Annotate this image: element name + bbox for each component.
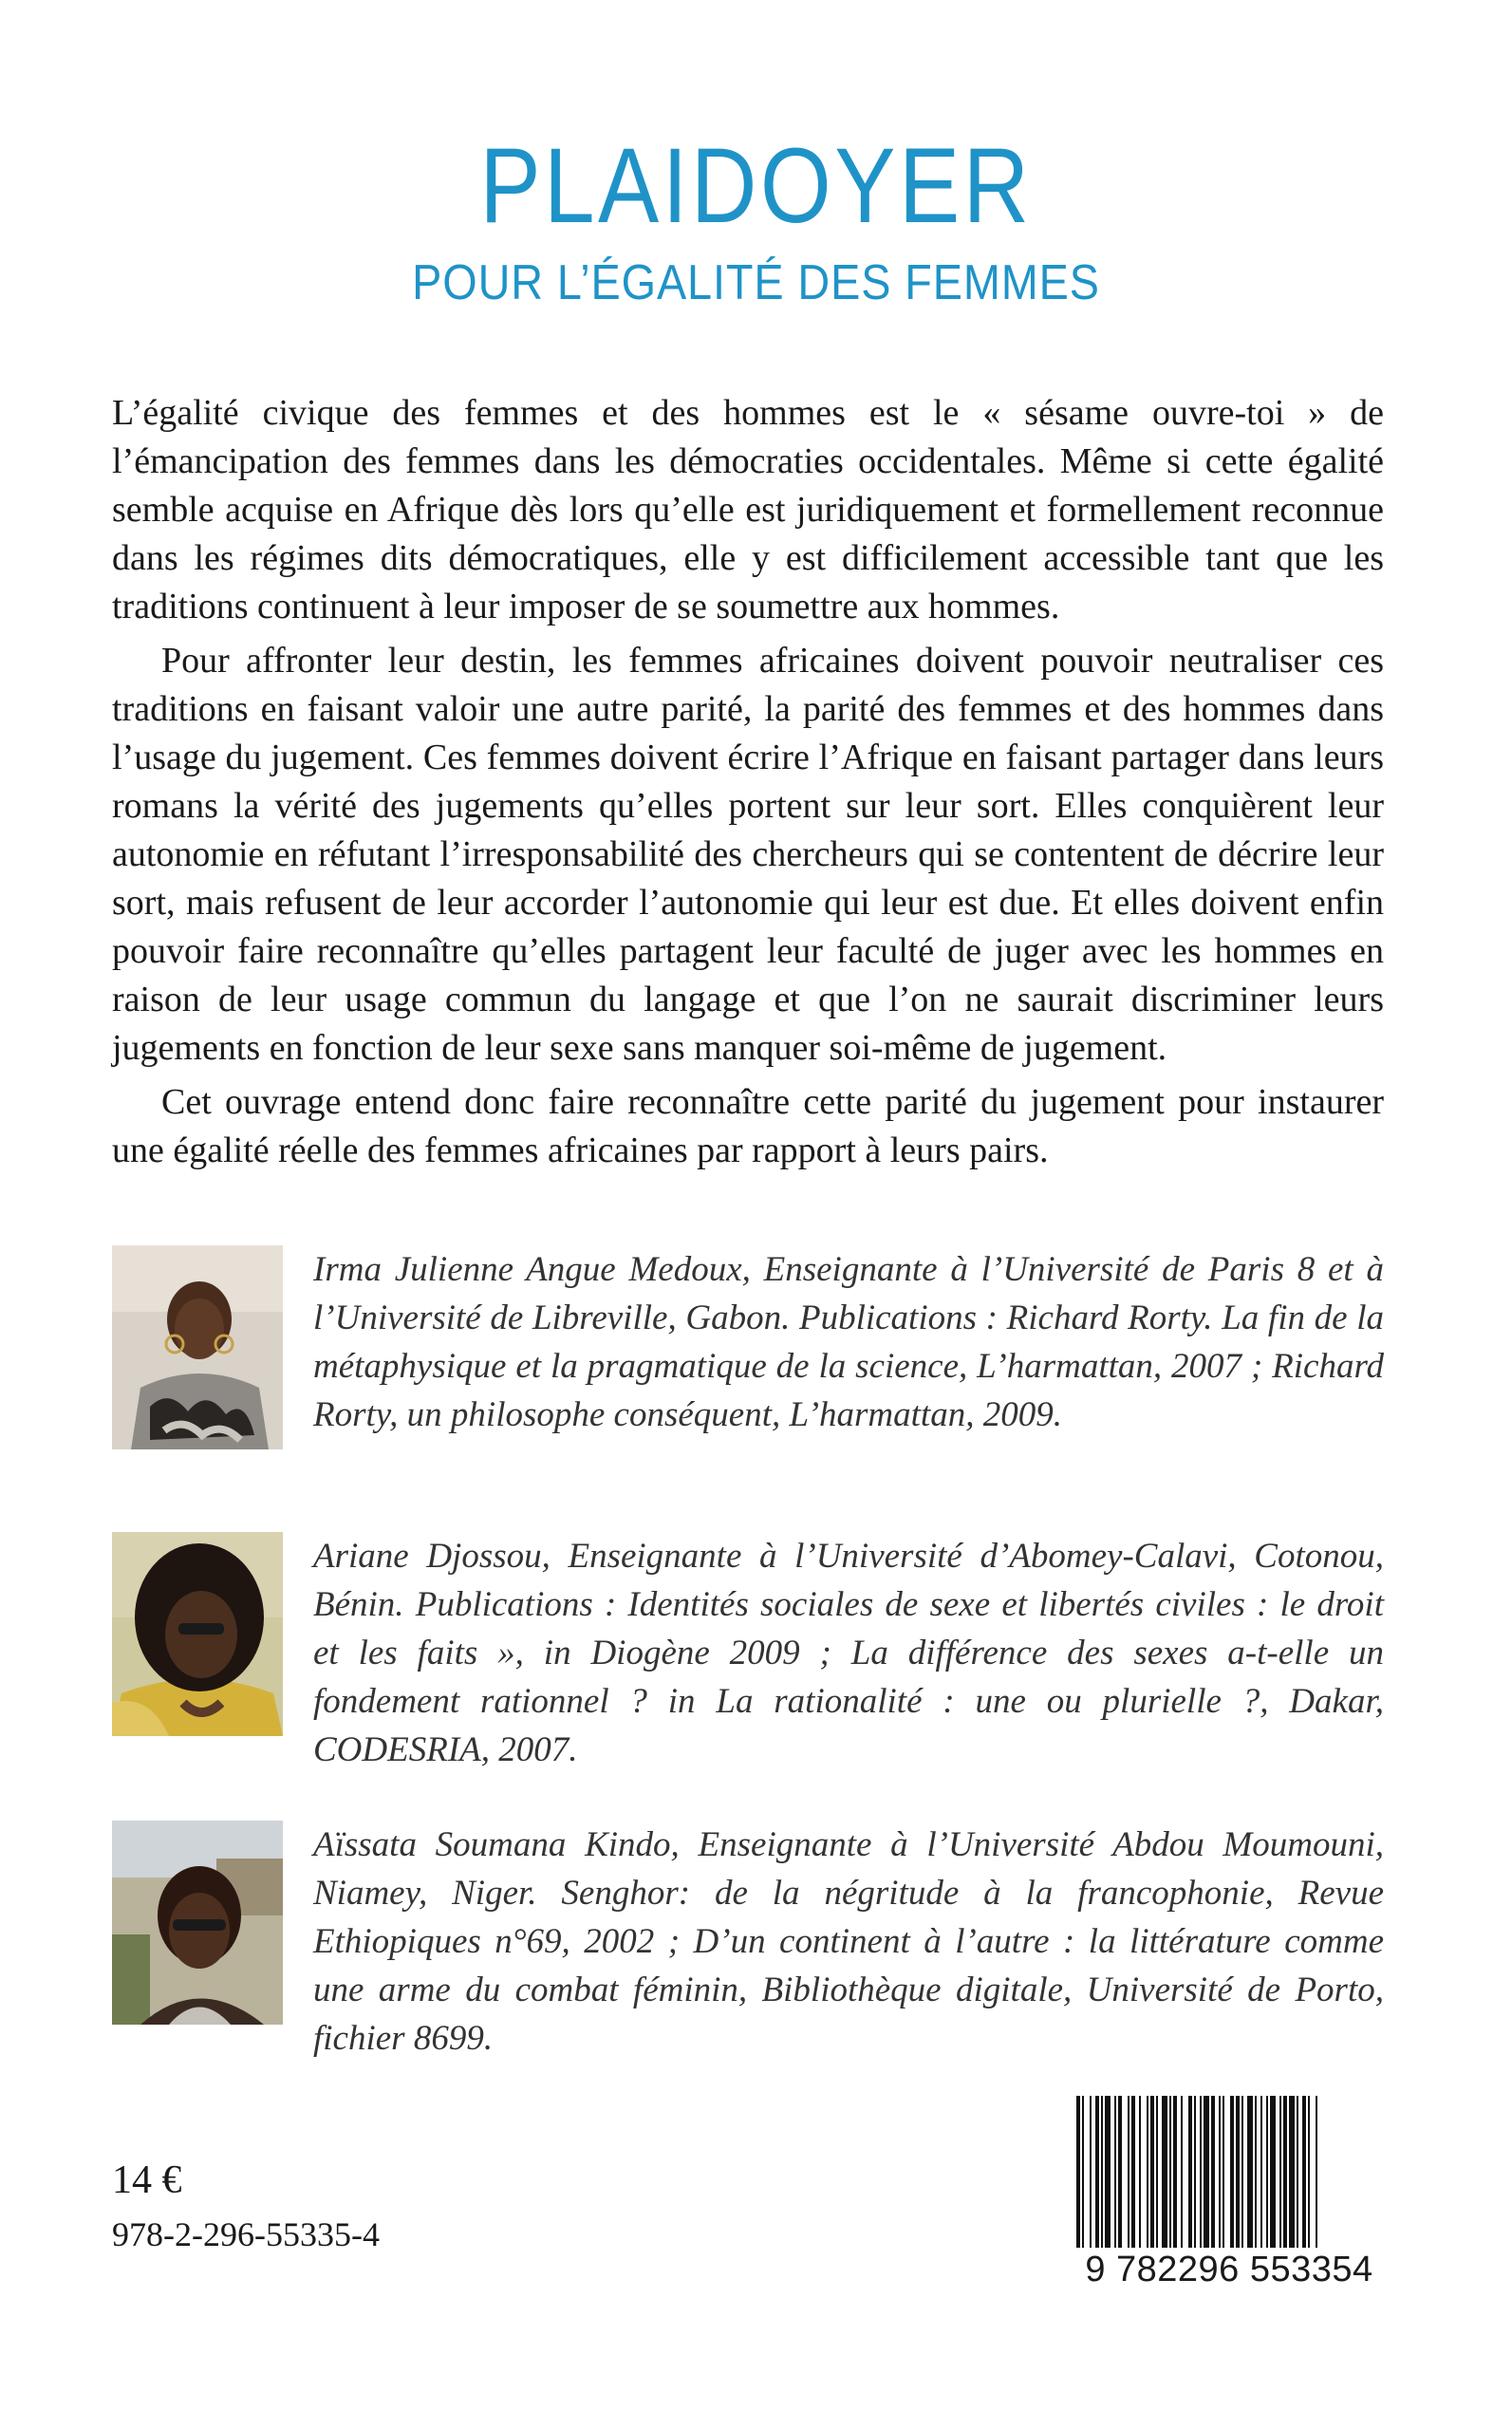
barcode-bar — [1194, 2096, 1196, 2248]
barcode-bar — [1241, 2096, 1243, 2248]
barcode-bar — [1302, 2096, 1306, 2248]
book-title: PLAIDOYER — [479, 126, 1033, 245]
barcode-bar — [1308, 2096, 1310, 2248]
price: 14 € — [112, 2158, 182, 2202]
barcode-bar — [1181, 2096, 1183, 2248]
author-bio-1: Irma Julienne Angue Medoux, Enseignante à l’Université de Paris 8 et à l’Université de Libreville, Gabon. Publications : Richard Rorty. La fin de la métaphysique et la pragmatique de la science, L’harmattan, 2007 ; Richard Rorty, un philosophe conséquent, L’harmattan, 2009. — [313, 1250, 1384, 1434]
barcode-bar — [1162, 2096, 1167, 2248]
barcode-bar — [1131, 2096, 1135, 2248]
barcode-bar — [1082, 2096, 1084, 2248]
barcode-bar — [1260, 2096, 1262, 2248]
blurb — [112, 389, 1384, 1175]
barcode-bar — [1316, 2096, 1317, 2248]
barcode-bar — [1279, 2096, 1281, 2248]
barcode-bar — [1150, 2096, 1154, 2248]
book-subtitle: POUR L’ÉGALITÉ DES FEMMES — [412, 255, 1100, 310]
barcode-bar — [1118, 2096, 1122, 2248]
barcode-bar — [1247, 2096, 1253, 2248]
barcode-bar — [1147, 2096, 1148, 2248]
barcode-bar — [1095, 2096, 1099, 2248]
author-bio-3: Aïssata Soumana Kindo, Enseignante à l’Université Abdou Moumouni, Niamey, Niger. Senghor: de la négritude à la francophonie, Revue Ethiopiques n°69, 2002 ; D’un continent à l’autre : la littérature comme une arme du combat féminin, Bibliothèque digitale, Université de Porto, fichier 8699. — [313, 1825, 1384, 2058]
barcode-bar — [1169, 2096, 1171, 2248]
portrait-icon — [112, 1245, 283, 1449]
barcode-digits: 9 782296 553354 — [1074, 2251, 1384, 2288]
blurb-paragraph-1: L’égalité civique des femmes et des hommes est le « sésame ouvre-toi » de l’émancipation des femmes dans les démocraties occidentales. Même si cette égalité semble acquise en Afrique dès lors qu’elle est juridiquement et formellement reconnue dans les régimes dits démocratiques, elle y est difficilement accessible tant que les traditions continuent à leur imposer de se soumettre aux hommes. — [112, 393, 1384, 626]
author-photo-2 — [112, 1532, 283, 1736]
barcode-bar — [1223, 2096, 1224, 2248]
barcode-bar — [1173, 2096, 1177, 2248]
barcode-bar — [1128, 2096, 1129, 2248]
portrait-icon — [112, 1821, 283, 2025]
barcode-bar — [1076, 2096, 1080, 2248]
barcode-bar — [1266, 2096, 1268, 2248]
blurb-paragraph-2: Pour affronter leur destin, les femmes africaines doivent pouvoir neutraliser ces traditions en faisant valoir une autre parité, la parité des femmes et des hommes dans l’usage du jugement. Ces femmes doivent écrire l’Afrique en faisant partager dans leurs romans la vérité des jugements qu’elles portent sur leur sort. Elles conquièrent leur autonomie en réfutant l’irresponsabilité des chercheurs qui se contentent de décrire leur sort, mais refusent de leur accorder l’autonomie qui leur est due. Et elles doivent enfin pouvoir faire reconnaître qu’elles partagent leur faculté de juger avec les hommes en raison de leur usage commun du langage et que l’on ne saurait discriminer leurs jugements en fonction de leur sexe sans manquer soi-même de jugement. — [112, 641, 1384, 1068]
barcode-bar — [1101, 2096, 1103, 2248]
barcode-bar — [1105, 2096, 1111, 2248]
barcode-bar — [1297, 2096, 1298, 2248]
barcode-bar — [1230, 2096, 1234, 2248]
barcode-icon — [1074, 2096, 1384, 2248]
author-bio-2: Ariane Djossou, Enseignante à l’Université d’Abomey-Calavi, Cotonou, Bénin. Publications : Identités sociales de sexe et libertés civiles : le droit et les faits », in Diogène 2009 ; La différence des sexes a-t-elle un fondement rationnel ? in La rationalité : une ou plurielle ?, Dakar, CODESRIA, 2007. — [313, 1537, 1384, 1769]
barcode-bar — [1204, 2096, 1209, 2248]
barcode-bar — [1219, 2096, 1221, 2248]
barcode-bar — [1211, 2096, 1215, 2248]
barcode-bar — [1156, 2096, 1158, 2248]
barcode-bar — [1139, 2096, 1141, 2248]
barcode-bar — [1283, 2096, 1287, 2248]
barcode-bar — [1114, 2096, 1116, 2248]
blurb-paragraph-3: Cet ouvrage entend donc faire reconnaître cette parité du jugement pour instaurer une égalité réelle des femmes africaines par rapport à leurs pairs. — [112, 1082, 1384, 1170]
isbn: 978-2-296-55335-4 — [112, 2215, 380, 2253]
author-photo-1 — [112, 1245, 283, 1449]
barcode-bar — [1289, 2096, 1295, 2248]
barcode-bar — [1255, 2096, 1257, 2248]
barcode-bar — [1236, 2096, 1240, 2248]
author-photo-3 — [112, 1821, 283, 2025]
portrait-icon — [112, 1532, 283, 1736]
barcode-bar — [1090, 2096, 1092, 2248]
barcode-bar — [1188, 2096, 1192, 2248]
barcode-bar — [1270, 2096, 1276, 2248]
barcode-bar — [1200, 2096, 1202, 2248]
